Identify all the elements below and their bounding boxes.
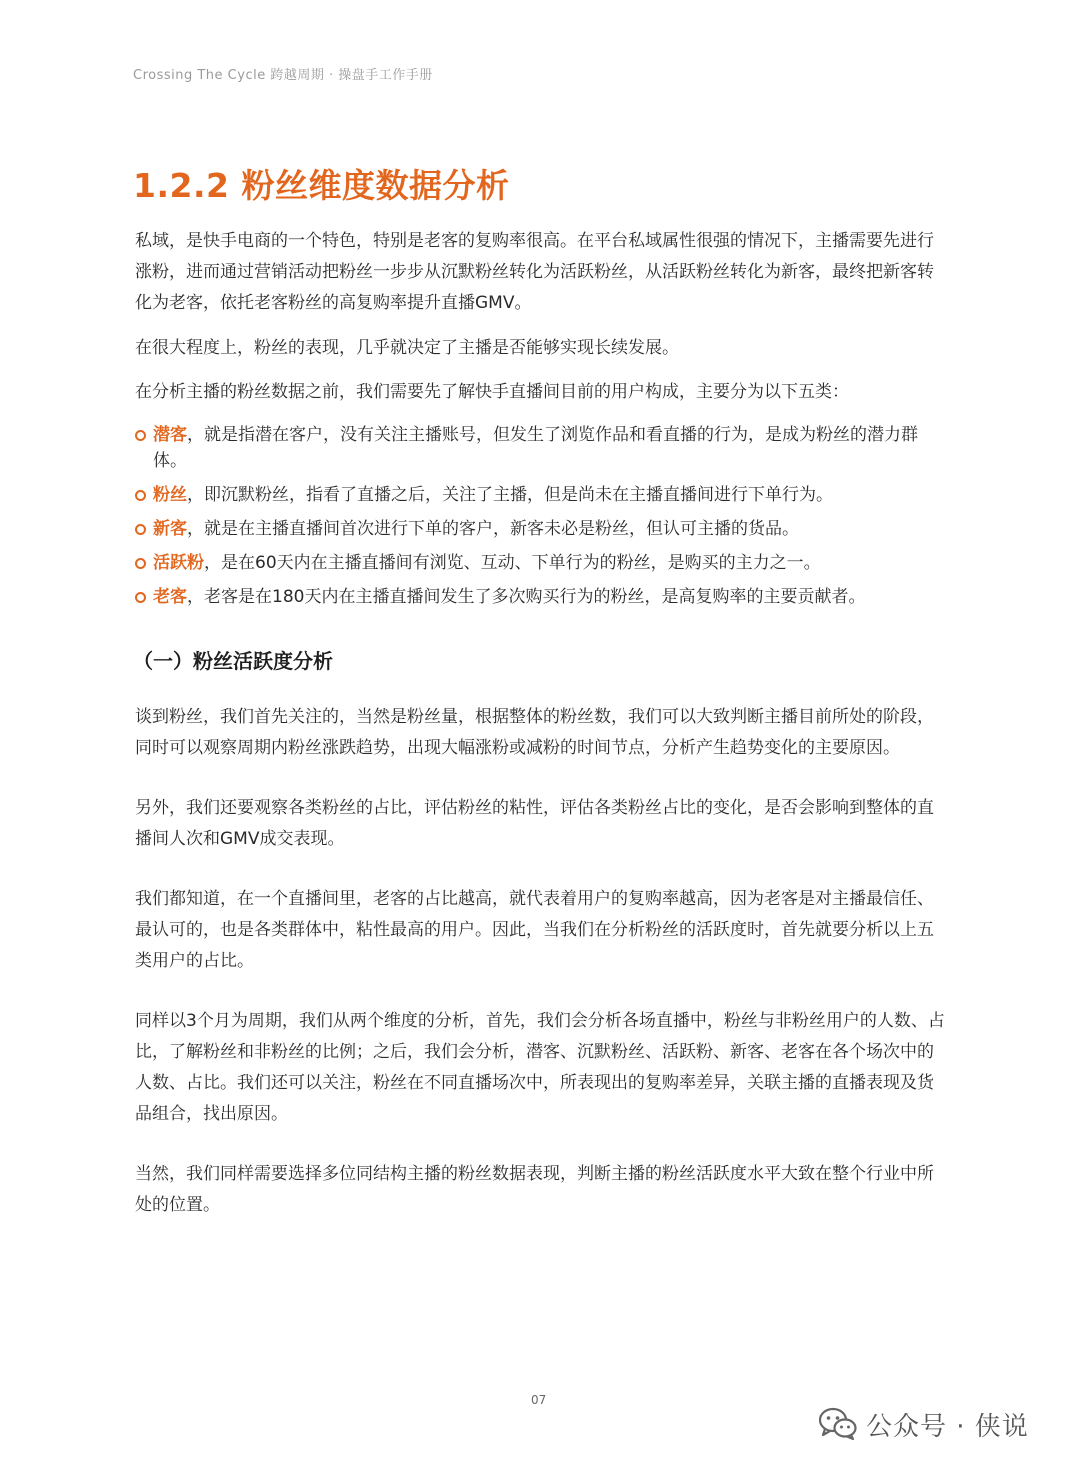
wechat-icon [818,1407,858,1441]
watermark-text: 公众号 · 侠说 [866,1411,1029,1442]
intro-paragraph-2: 在很大程度上，粉丝的表现，几乎就决定了主播是否能够实现长续发展。 [135,338,679,358]
bullet-circle-icon [135,490,146,501]
intro-paragraph-3: 在分析主播的粉丝数据之前，我们需要先了解快手直播间目前的用户构成，主要分为以下五类： [135,382,849,402]
body-paragraph-3: 我们都知道，在一个直播间里，老客的占比越高，就代表着用户的复购率越高，因为老客是对主播最信任、最认可的，也是各类群体中，粘性最高的用户。因此，当我们在分析粉丝的活跃度时，首先就要分析以上五类用户的占比。 [135,889,934,971]
main-content [135,226,945,1221]
user-type-list [135,422,945,610]
list-item [135,550,945,576]
list-item-text: ，就是指潜在客户，没有关注主播账号，但发生了浏览作品和看直播的行为，是成为粉丝的潜力群体。 [153,425,918,471]
bullet-circle-icon [135,524,146,535]
list-item-term: 老客 [153,587,187,607]
subsection-title: （一）粉丝活跃度分析 [133,649,333,673]
watermark [818,1404,1029,1444]
running-header: Crossing The Cycle 跨越周期 · 操盘手工作手册 [133,68,433,83]
intro-paragraph-1: 私域，是快手电商的一个特色，特别是老客的复购率很高。在平台私域属性很强的情况下，主播需要先进行涨粉，进而通过营销活动把粉丝一步步从沉默粉丝转化为活跃粉丝，从活跃粉丝转化为新客，最终把新客转化为老客，依托老客粉丝的高复购率提升直播GMV。 [135,231,934,313]
list-item-text: ，老客是在180天内在主播直播间发生了多次购买行为的粉丝，是高复购率的主要贡献者。 [187,587,866,607]
list-item [135,584,945,610]
body-paragraph-1: 谈到粉丝，我们首先关注的，当然是粉丝量，根据整体的粉丝数，我们可以大致判断主播目前所处的阶段，同时可以观察周期内粉丝涨跌趋势，出现大幅涨粉或减粉的时间节点，分析产生趋势变化的主要原因。 [135,707,934,758]
body-paragraph-2: 另外，我们还要观察各类粉丝的占比，评估粉丝的粘性，评估各类粉丝占比的变化，是否会影响到整体的直播间人次和GMV成交表现。 [135,798,934,849]
bullet-circle-icon [135,592,146,603]
bullet-circle-icon [135,558,146,569]
list-item-term: 活跃粉 [153,553,204,573]
list-item-term: 新客 [153,519,187,539]
body-paragraph-4: 同样以3个月为周期，我们从两个维度的分析，首先，我们会分析各场直播中，粉丝与非粉丝用户的人数、占比，了解粉丝和非粉丝的比例；之后，我们会分析，潜客、沉默粉丝、活跃粉、新客、老客在各个场次中的人数、占比。我们还可以关注，粉丝在不同直播场次中，所表现出的复购率差异，关联主播的直播表现及货品组合，找出原因。 [135,1011,945,1124]
list-item-text: ，就是在主播直播间首次进行下单的客户，新客未必是粉丝，但认可主播的货品。 [187,519,799,539]
bullet-circle-icon [135,430,146,441]
page-number: 07 [531,1393,547,1407]
body-paragraph-5: 当然，我们同样需要选择多位同结构主播的粉丝数据表现，判断主播的粉丝活跃度水平大致在整个行业中所处的位置。 [135,1164,934,1215]
list-item-term: 粉丝 [153,485,187,505]
list-item-term: 潜客 [153,425,187,445]
list-item [135,422,945,474]
list-item [135,516,945,542]
list-item [135,482,945,508]
list-item-text: ，即沉默粉丝，指看了直播之后，关注了主播，但是尚未在主播直播间进行下单行为。 [187,485,833,505]
list-item-text: ，是在60天内在主播直播间有浏览、互动、下单行为的粉丝，是购买的主力之一。 [204,553,821,573]
section-title: 1.2.2 粉丝维度数据分析 [133,166,510,205]
